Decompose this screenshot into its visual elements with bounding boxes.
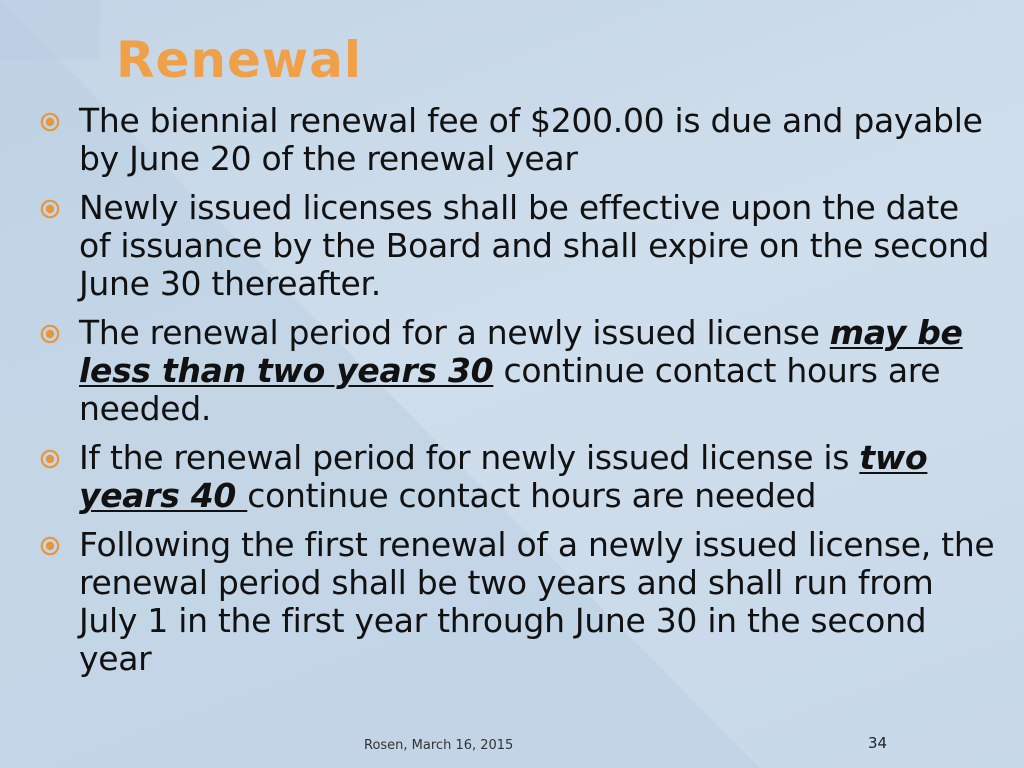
- bullet-item: [40, 314, 1000, 428]
- bullet-text: The biennial renewal fee of $200.00 is due and payable by June 20 of the renewal year: [79, 101, 983, 178]
- emphasized-text: two years 40: [79, 438, 928, 515]
- bullet-list: [40, 102, 1000, 689]
- target-circle-icon: [40, 536, 60, 556]
- bullet-item: [40, 189, 1000, 303]
- slide-footer: Rosen, March 16, 2015: [364, 738, 514, 753]
- page-number: 34: [868, 734, 888, 752]
- bullet-item: [40, 526, 1000, 678]
- bullet-text: Following the first renewal of a newly issued license, the renewal period shall be two years and shall run from July 1 in the first year through June 30 in the second year: [79, 525, 995, 678]
- target-circle-icon: [40, 324, 60, 344]
- slide-title: Renewal: [116, 31, 362, 89]
- bullet-text: Newly issued licenses shall be effective upon the date of issuance by the Board and shall expire on the second June 30 thereafter.: [79, 188, 990, 303]
- target-circle-icon: [40, 449, 60, 469]
- emphasized-text: may be less than two years 30: [79, 313, 963, 390]
- bullet-item: [40, 439, 1000, 515]
- target-circle-icon: [40, 199, 60, 219]
- bullet-text: The renewal period for a newly issued license: [79, 313, 830, 352]
- bullet-text: If the renewal period for newly issued license is: [79, 438, 860, 477]
- bullet-text: continue contact hours are needed: [247, 476, 817, 515]
- bullet-text: continue contact hours are needed.: [79, 351, 941, 428]
- bullet-item: [40, 102, 1000, 178]
- target-circle-icon: [40, 112, 60, 132]
